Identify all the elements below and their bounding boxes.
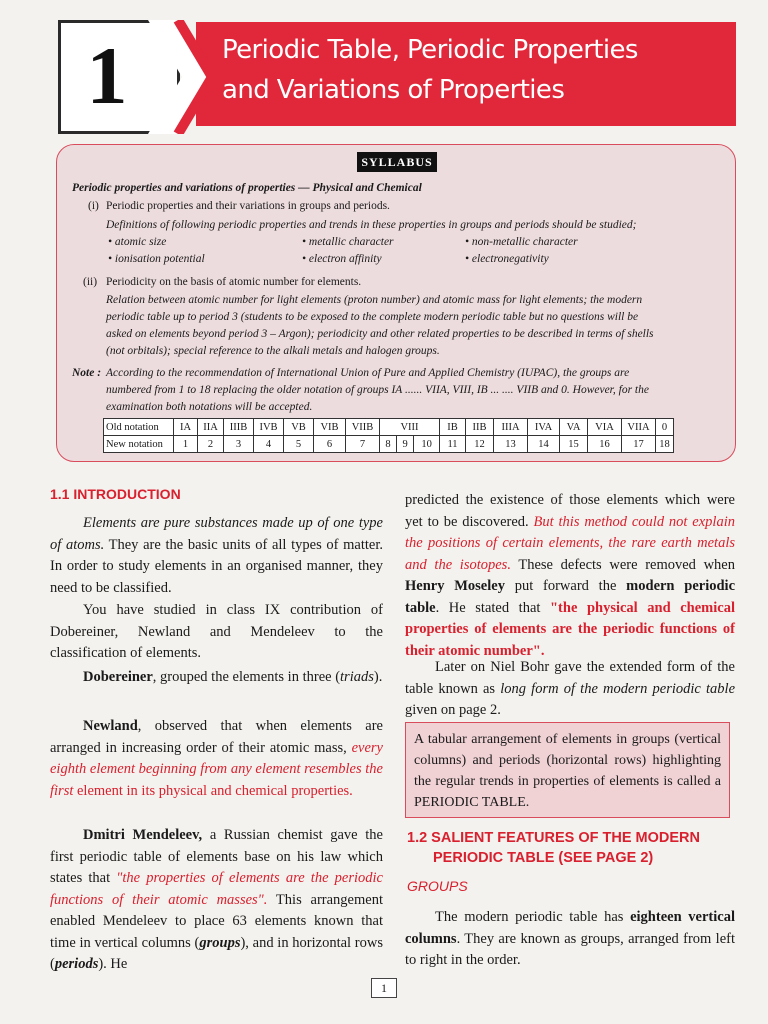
syllabus-item2-detail-1: Relation between atomic number for light elements (proton number) and atomic mass for light elements; the modern <box>106 294 643 306</box>
moseley-text-4: . He stated that <box>435 599 550 616</box>
new-notation-label: New notation <box>104 436 174 453</box>
eighteen-columns-term: eighteen vertical columns <box>405 909 735 947</box>
bullet-ionisation-potential: • ionisation potential <box>108 253 205 265</box>
table-cell: 11 <box>440 436 466 453</box>
mendeleev-name: Dmitri Mendeleev, <box>83 827 203 843</box>
bohr-text: Later on Niel Bohr gave the extended form of the table known as <box>405 659 735 697</box>
salient-heading-line2: PERIODIC TABLE (SEE PAGE 2) <box>433 850 654 866</box>
bohr-text-end: given on page 2. <box>405 702 501 718</box>
note-line-2: numbered from 1 to 18 replacing the older notation of groups IA ...... VIIA, VIII, IB ... .... VIIB and 0. However, for the <box>106 384 649 396</box>
table-cell: IIB <box>466 419 494 436</box>
table-cell: 3 <box>224 436 254 453</box>
table-cell: 17 <box>622 436 656 453</box>
table-cell: IVB <box>254 419 284 436</box>
modern-periodic-law: "the physical and chemical properties of elements are the periodic functions of their atomic number". <box>405 599 735 659</box>
intro-paragraph <box>50 513 383 599</box>
syllabus-item2-detail-3: asked on elements beyond period 3 – Argon); periodicity and other related properties to be described in terms of shells <box>106 328 654 340</box>
syllabus-badge: SYLLABUS <box>357 152 437 172</box>
table-cell: VIB <box>314 419 346 436</box>
mendeleev-text-3: ), and in horizontal rows ( <box>50 934 383 972</box>
chapter-title-line1: Periodic Table, Periodic Properties <box>222 35 638 65</box>
bullet-atomic-size: • atomic size <box>108 236 167 248</box>
new-notation-row <box>104 436 674 453</box>
intro-text: They are the basic units of all types of matter. In order to study elements in an organised manner, they need to be classified. <box>50 536 383 596</box>
chapter-title-line2: and Variations of Properties <box>222 75 565 105</box>
mendeleev-text-2: This arrangement enabled Mendeleev to place 63 elements known that time in vertical columns ( <box>50 891 383 951</box>
long-form-term: long form of the modern periodic table <box>500 680 736 697</box>
groups-text-end: . They are known as groups, arranged from left to right in the order. <box>405 930 735 968</box>
table-cell: IA <box>174 419 198 436</box>
bullet-non-metallic-character: • non-metallic character <box>465 236 578 248</box>
intro-italic-text: Elements are pure substances made up of one type of atoms. <box>50 515 383 553</box>
page-number: 1 <box>371 978 397 998</box>
groups-term: groups <box>199 934 241 951</box>
table-cell: 7 <box>346 436 380 453</box>
table-cell: VIIA <box>622 419 656 436</box>
chapter-title <box>222 30 732 110</box>
mendeleev-text: a Russian chemist gave the first periodic table of elements base on his law which states that <box>50 827 383 886</box>
newland-law-text: element in its physical and chemical properties. <box>73 782 353 799</box>
mendeleev-defects: But this method could not explain the positions of certain elements, the rare earth metals and the isotopes. <box>405 513 735 573</box>
table-cell: 8 <box>380 436 397 453</box>
syllabus-item1-text: Periodic properties and their variations in groups and periods. <box>106 200 390 212</box>
table-cell: VB <box>284 419 314 436</box>
syllabus-heading: Periodic properties and variations of properties — Physical and Chemical <box>72 182 422 194</box>
bullet-metallic-character: • metallic character <box>302 236 394 248</box>
mendeleev-paragraph <box>50 825 383 976</box>
table-cell: 13 <box>494 436 528 453</box>
newland-paragraph <box>50 716 383 802</box>
groups-subheading: GROUPS <box>407 878 468 894</box>
old-notation-row <box>104 419 674 436</box>
table-cell: 9 <box>397 436 414 453</box>
newland-law-italic: every eighth element beginning from any element resembles the first <box>50 739 383 799</box>
table-cell: 0 <box>656 419 674 436</box>
table-cell: 2 <box>198 436 224 453</box>
note-line-1: According to the recommendation of International Union of Pure and Applied Chemistry (IUPAC), the groups are <box>106 367 630 379</box>
notation-table <box>103 418 674 453</box>
classification-paragraph: You have studied in class IX contribution of Dobereiner, Newland and Mendeleev to the classification of elements. <box>50 602 383 661</box>
section-heading-salient-features <box>407 828 700 868</box>
bullet-electron-affinity: • electron affinity <box>302 253 382 265</box>
table-cell: 5 <box>284 436 314 453</box>
groups-paragraph <box>405 907 735 972</box>
section-heading-introduction: 1.1 INTRODUCTION <box>50 486 181 502</box>
periods-term: periods <box>54 956 99 972</box>
table-cell: 16 <box>588 436 622 453</box>
dobereiner-paragraph <box>50 667 383 689</box>
table-cell: 18 <box>656 436 674 453</box>
newland-name: Newland <box>83 718 138 734</box>
table-cell: 14 <box>528 436 560 453</box>
syllabus-item1-label: (i) <box>88 200 99 212</box>
syllabus-item1-definition: Definitions of following periodic properties and trends in these properties in groups and periods should be studied; <box>106 219 637 231</box>
table-cell: IIA <box>198 419 224 436</box>
note-line-3: examination both notations will be accepted. <box>106 401 313 413</box>
moseley-name: Henry Moseley <box>405 578 505 594</box>
table-cell: 6 <box>314 436 346 453</box>
dobereiner-end: ). <box>373 669 383 685</box>
bohr-paragraph <box>405 657 735 722</box>
triads-term: triads <box>340 669 374 685</box>
mendeleev-law: "the properties of elements are the periodic functions of their atomic masses". <box>50 870 383 908</box>
old-notation-label: Old notation <box>104 419 174 436</box>
modern-periodic-table-term: modern periodic table <box>405 578 736 616</box>
note-label: Note : <box>72 367 102 379</box>
table-cell: VIIB <box>346 419 380 436</box>
newland-text: , observed that when elements are arranged in increasing order of their atomic mass, <box>50 718 383 756</box>
table-cell: IVA <box>528 419 560 436</box>
periodic-table-definition-box: A tabular arrangement of elements in groups (vertical columns) and periods (horizontal rows) highlighting the regular trends in properties of elements is called a PERIODIC TABLE. <box>405 722 730 818</box>
table-cell: 4 <box>254 436 284 453</box>
groups-text: The modern periodic table has <box>435 909 631 925</box>
salient-heading-line1: 1.2 SALIENT FEATURES OF THE MODERN <box>407 830 700 846</box>
dobereiner-text: , grouped the elements in three ( <box>152 669 341 685</box>
syllabus-item2-text: Periodicity on the basis of atomic number for elements. <box>106 276 362 288</box>
table-cell: VIA <box>588 419 622 436</box>
chapter-number: 1 <box>86 30 128 121</box>
table-cell: VIII <box>380 419 440 436</box>
syllabus-item2-detail-4: (not orbitals); special reference to the alkali metals and halogen groups. <box>106 345 440 357</box>
table-cell: 1 <box>174 436 198 453</box>
chevron-arrow-icon <box>148 20 212 134</box>
mendeleev-text-4: ). He <box>98 956 128 972</box>
table-cell: IIIB <box>224 419 254 436</box>
table-cell: IIIA <box>494 419 528 436</box>
syllabus-item2-label: (ii) <box>83 276 98 288</box>
moseley-text-3: put forward the <box>504 578 627 594</box>
table-cell: 15 <box>560 436 588 453</box>
table-cell: IB <box>440 419 466 436</box>
table-cell: VA <box>560 419 588 436</box>
table-cell: 12 <box>466 436 494 453</box>
moseley-paragraph <box>405 490 735 662</box>
bullet-electronegativity: • electronegativity <box>465 253 549 265</box>
syllabus-item2-detail-2: periodic table up to period 3 (students to be exposed to the complete modern periodic table but no questions will be <box>106 311 639 323</box>
dobereiner-name: Dobereiner <box>83 669 153 685</box>
table-cell: 10 <box>414 436 440 453</box>
moseley-text-2: These defects were removed when <box>510 556 735 573</box>
moseley-text: predicted the existence of those elements which were yet to be discovered. <box>405 492 735 530</box>
